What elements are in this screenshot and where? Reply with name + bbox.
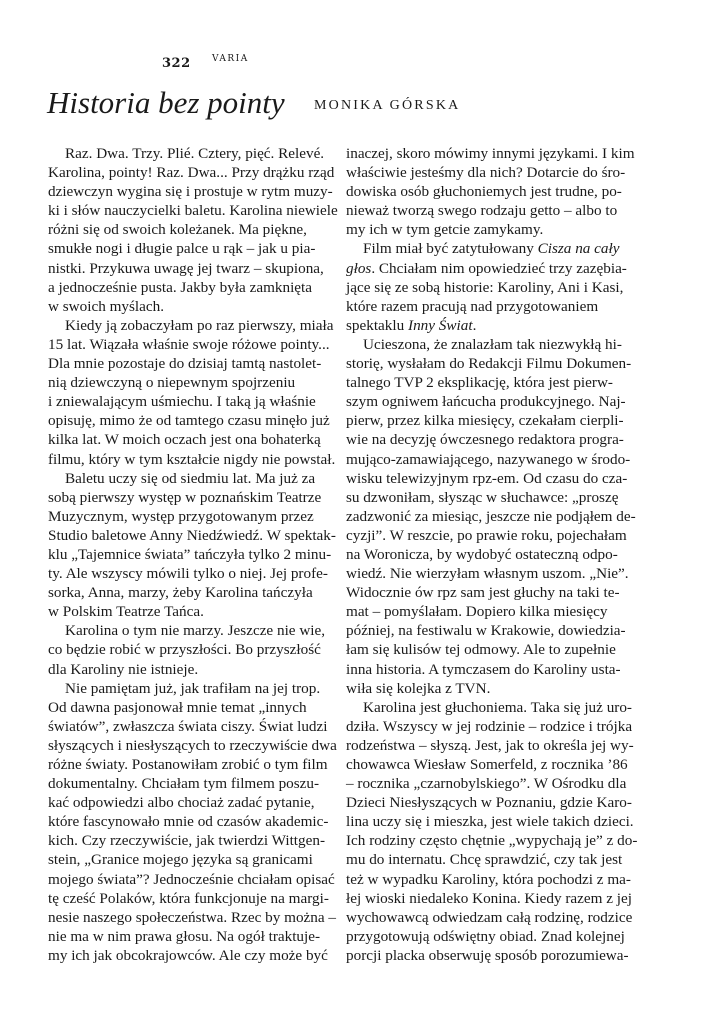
text-line: mat – pomyślałam. Dopiero kilka miesięcy (346, 603, 608, 621)
text-line: wie na decyzję ówczesnego redaktora progra- (346, 431, 624, 449)
text-line: mująco-zamawiającego, nazywanego w środo- (346, 450, 631, 468)
article-title: Historia bez pointy (47, 85, 285, 120)
text-line: porcji placka obserwuję sposób porozumiewa- (346, 946, 629, 964)
text-line: łam się kulisów tej odmowy. Ale to zupełnie (346, 641, 616, 659)
text-line: – rocznika „czarnobylskiego”. W Ośrodku dla (346, 775, 627, 793)
text-line: dziewczyn wygina się i prostuje w rytm muzy- (48, 183, 333, 201)
text-line: sorka, Anna, marzy, żeby Karolina tańczyła (48, 584, 313, 602)
text-line: opisuję, mimo że od tamtego czasu minęło już (48, 412, 330, 430)
text-line: Widocznie ów rpz sam jest głuchy na taki te- (346, 584, 620, 602)
text-line: Dla mnie pozostaje do dzisiaj tamtą nastolet- (48, 355, 322, 373)
text-line: też w wypadku Karoliny, która pochodzi z ma- (346, 870, 631, 888)
text-line: a jednocześnie pusta. Jakby była zamknięta (48, 278, 312, 296)
text-line: kich. Czy rzeczywiście, jak twierdzi Wittgen- (48, 832, 326, 850)
text-line: nieważ tworzą swego rodzaju getto – albo to (346, 202, 618, 220)
text-line: lina uczy się i mieszka, jest wiele takich dzieci. (346, 813, 634, 831)
text-line: Karolina jest głuchoniema. Taka się już uro- (363, 698, 632, 716)
text-line: mu do internatu. Chcę sprawdzić, czy tak jest (346, 851, 623, 869)
text-line: co będzie robić w przyszłości. Bo przyszłość (48, 641, 321, 659)
text-line: dokumentalny. Chciałam tym filmem poszu- (48, 775, 320, 793)
text-line: smukłe nogi i długie palce u rąk – jak u pia- (48, 240, 316, 258)
text-line: sobą pierwszy występ w poznańskim Teatrze (48, 488, 322, 506)
text-line: 15 lat. Wiązała właśnie swoje różowe pointy... (48, 335, 330, 353)
text-line: spektaklu Inny Świat. (346, 316, 477, 334)
text-line: szym ogniwem łańcucha produkcyjnego. Naj- (346, 393, 626, 411)
text-line: Baletu uczy się od siedmiu lat. Ma już za (65, 469, 316, 487)
text-line: Raz. Dwa. Trzy. Plié. Cztery, pięć. Relevé. (65, 145, 325, 162)
text-line: su dzwoniłam, słysząc w słuchawce: „proszę (346, 488, 619, 506)
text-line: my ich jak obcokrajowców. Ale czy może być (48, 946, 328, 964)
text-line: różni się od swoich koleżanek. Ma piękne, (48, 221, 307, 239)
text-line: wiła się kolejka z TVN. (346, 679, 491, 697)
text-line: łej wioski niedaleko Konina. Kiedy razem z jej (346, 889, 632, 907)
text-line: Nie pamiętam już, jak trafiłam na jej trop. (65, 679, 321, 697)
title-row (47, 86, 667, 120)
text-line: storię, wysłałam do Redakcji Filmu Dokumen- (346, 355, 632, 373)
text-line: filmu, który w tym kształcie nigdy nie powstał. (48, 450, 336, 468)
text-line: zadzwonić za miesiąc, jeszcze nie podjąłem de- (346, 507, 636, 525)
text-line: Muzycznym, występ przygotowanym przez (48, 507, 314, 525)
text-line: stein, „Granice mojego języka są granicami (48, 851, 313, 869)
text-line: inna historia. A tymczasem do Karoliny usta- (346, 660, 621, 678)
text-line: kilka lat. W moich oczach jest ona bohaterką (48, 431, 321, 449)
text-line: później, na festiwalu w Krakowie, dowiedzia- (346, 622, 626, 640)
text-line: głos. Chciałam nim opowiedzieć trzy zazębia- (346, 259, 627, 277)
text-line: nią dziewczyną o niepewnym spojrzeniu (48, 374, 296, 392)
text-line: mojego świata”? Jednocześnie chciałam opisać (48, 870, 335, 888)
left-column (48, 144, 338, 965)
page-header (162, 52, 191, 71)
text-line: talnego TVP 2 eksplikację, która jest pierw- (346, 374, 613, 392)
text-line: które razem pracują nad przygotowaniem (346, 297, 599, 315)
text-line: pierw, przez kilka miesięcy, czekałam cierpli- (346, 412, 624, 430)
text-line: nistki. Przykuwa uwagę jej twarz – skupiona, (48, 259, 324, 277)
text-line: słyszących i niesłyszących to rzeczywiście dwa (48, 736, 337, 754)
text-line: kać odpowiedzi albo chociaż zadać pytanie, (48, 794, 315, 812)
author-name: MONIKA GÓRSKA (314, 98, 461, 113)
text-line: dowiska osób głuchoniemych jest trudne, po- (346, 183, 622, 201)
text-line: tę cześć Polaków, która funkcjonuje na margi- (48, 889, 329, 907)
text-line: jące się ze sobą historie: Karoliny, Ani i Kasi, (346, 278, 624, 296)
text-line: Ucieszona, że znalazłam tak niezwykłą hi- (363, 335, 622, 353)
right-paragraph-group-a (346, 144, 640, 239)
text-line: właściwie jesteśmy dla nich? Dotarcie do śro- (346, 164, 626, 182)
text-line: Studio baletowe Anny Niedźwiedź. W spektak- (48, 526, 336, 544)
text-line: nie ma w nim prawa głosu. Na ogół traktuje- (48, 927, 321, 945)
text-line: przygotowują odświętny obiad. Znad kolejnej (346, 927, 625, 945)
text-line: dla Karoliny nie istnieje. (48, 660, 199, 678)
text-line: chowawca Wiesław Somerfeld, z rocznika ’86 (346, 756, 628, 773)
text-line: wychowawcą odwiedzam całą rodzinę, rodzice (346, 908, 633, 926)
text-line: wiedź. Nie wierzyłam własnym uszom. „Nie”. (346, 565, 629, 583)
text-line: Karolina o tym nie marzy. Jeszcze nie wie, (65, 622, 326, 640)
text-line: rodzeństwa – słyszą. Jest, jak to określa jej wy- (346, 736, 634, 754)
text-line: i zniewalającym uśmiechu. I taką ją właśnie (48, 393, 316, 411)
text-line: w Polskim Teatrze Tańca. (48, 603, 204, 621)
text-line: Od dawna pasjonował mnie temat „innych (48, 698, 307, 716)
text-line: Dzieci Niesłyszących w Poznaniu, gdzie Karo- (346, 794, 632, 812)
text-line: nesie naszego społeczeństwa. Rzec by można – (48, 908, 337, 926)
text-line: Kiedy ją zobaczyłam po raz pierwszy, miała (65, 316, 334, 334)
text-line: różne światy. Postanowiłam zrobić o tym film (48, 756, 328, 773)
section-label: VARIA (212, 54, 249, 64)
text-line: na Woronicza, by wydobyć ostateczną odpo- (346, 545, 618, 563)
text-line: dziła. Wszyscy w jej rodzinie – rodzice i trójka (346, 717, 633, 735)
right-paragraph-group-b (346, 335, 640, 965)
text-line: ty. Ale wszyscy mówili tylko o niej. Jej profe- (48, 565, 328, 583)
text-line: Karolina, pointy! Raz. Dwa... Przy drążku rząd (48, 164, 335, 182)
text-line: my ich w tym getcie zamykamy. (346, 221, 544, 239)
text-line: Ich rodziny często chętnie „wypychają je” z do- (346, 832, 638, 850)
text-line: ki i słów nauczycielki baletu. Karolina niewiele (48, 202, 338, 220)
text-line: wisku telewizyjnym rpz-em. Od czasu do cza- (346, 469, 628, 487)
text-line: Film miał być zatytułowany Cisza na cały (363, 240, 620, 258)
page-number: 322 (162, 56, 191, 71)
text-line: inaczej, skoro mówimy innymi językami. I kim (346, 145, 635, 162)
text-line: światów”, zwłaszcza świata ciszy. Świat ludzi (48, 717, 328, 735)
text-line: w swoich myślach. (48, 297, 164, 315)
text-line: które fascynowało mnie od czasów akademic- (48, 813, 329, 831)
text-line: klu „Tajemnice świata” tańczyła tylko 2 minu- (48, 545, 332, 563)
right-column (346, 144, 640, 965)
text-line: cyzji”. W reszcie, po prawie roku, pojechałam (346, 526, 627, 544)
